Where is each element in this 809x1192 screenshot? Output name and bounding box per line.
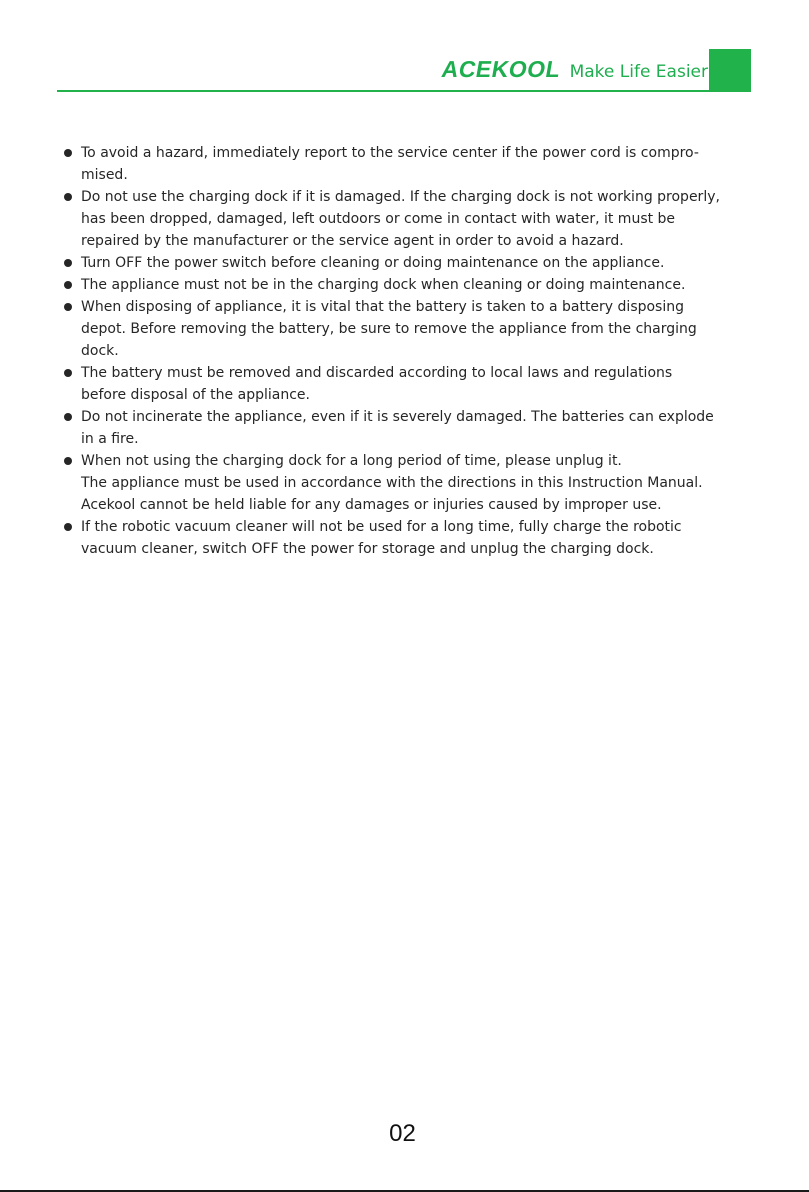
header-rule <box>57 90 751 92</box>
instruction-line: has been dropped, damaged, left outdoors or come in contact with water, it must be <box>81 211 676 227</box>
instruction-item <box>63 362 751 406</box>
brand-tagline: Make Life Easier <box>569 62 708 82</box>
bullet-icon <box>64 281 72 289</box>
instruction-line: in a fire. <box>81 431 139 447</box>
safety-instructions-list <box>63 142 751 560</box>
instruction-line: To avoid a hazard, immediately report to the service center if the power cord is compro- <box>81 145 699 161</box>
instruction-item <box>63 296 751 362</box>
instruction-line: The appliance must be used in accordance with the directions in this Instruction Manual. <box>81 475 703 491</box>
bullet-icon <box>64 193 72 201</box>
instruction-line: vacuum cleaner, switch OFF the power for storage and unplug the charging dock. <box>81 541 654 557</box>
instruction-item <box>63 186 751 252</box>
brand-lockup <box>439 53 708 85</box>
instruction-item <box>63 274 751 296</box>
instruction-line: The appliance must not be in the charging dock when cleaning or doing maintenance. <box>81 277 686 293</box>
bullet-icon <box>64 259 72 267</box>
instruction-line: Acekool cannot be held liable for any damages or injuries caused by improper use. <box>81 497 662 513</box>
instruction-item <box>63 142 751 186</box>
bullet-icon <box>64 303 72 311</box>
instruction-line: mised. <box>81 167 128 183</box>
instruction-line: depot. Before removing the battery, be sure to remove the appliance from the charging <box>81 321 697 337</box>
instruction-line: When disposing of appliance, it is vital that the battery is taken to a battery disposing <box>81 299 685 315</box>
bullet-icon <box>64 523 72 531</box>
bullet-icon <box>64 149 72 157</box>
instruction-line: When not using the charging dock for a long period of time, please unplug it. <box>81 453 622 469</box>
instruction-line: Do not use the charging dock if it is damaged. If the charging dock is not working properly, <box>81 189 720 205</box>
bullet-icon <box>64 457 72 465</box>
instruction-item <box>63 450 751 516</box>
bullet-icon <box>64 369 72 377</box>
instruction-line: Do not incinerate the appliance, even if it is severely damaged. The batteries can explode <box>81 409 714 425</box>
page-number: 02 <box>389 1120 416 1147</box>
instruction-line: Turn OFF the power switch before cleaning or doing maintenance on the appliance. <box>81 255 665 271</box>
instruction-line: repaired by the manufacturer or the service agent in order to avoid a hazard. <box>81 233 624 249</box>
bullet-icon <box>64 413 72 421</box>
instruction-item <box>63 516 751 560</box>
instruction-line: dock. <box>81 343 119 359</box>
acekool-logo: ACEKOOL <box>439 56 563 82</box>
instruction-line: The battery must be removed and discarded according to local laws and regulations <box>81 365 673 381</box>
instruction-item <box>63 252 751 274</box>
page-header <box>0 0 809 100</box>
instruction-item <box>63 406 751 450</box>
instruction-line: before disposal of the appliance. <box>81 387 310 403</box>
instruction-line: If the robotic vacuum cleaner will not be used for a long time, fully charge the robotic <box>81 519 682 535</box>
header-green-block <box>709 49 751 91</box>
